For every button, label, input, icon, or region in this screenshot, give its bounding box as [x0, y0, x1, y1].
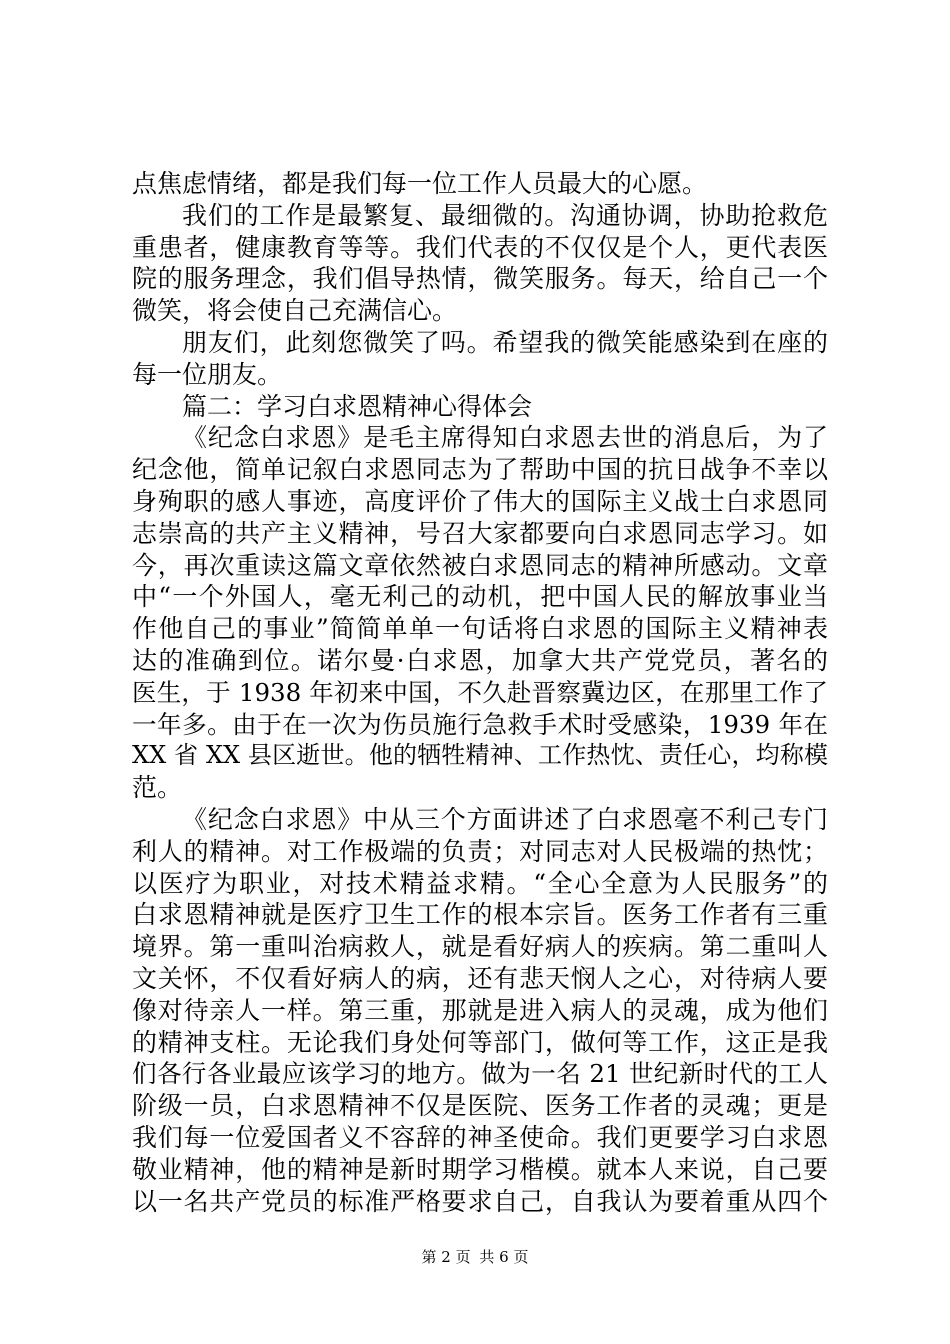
text-line: 院的服务理念，我们倡导热情，微笑服务。每天，给自己一个: [132, 264, 828, 294]
text-line: 每一位朋友。: [132, 359, 283, 389]
text-line: 达的准确到位。诺尔曼·白求恩，加拿大共产党党员，著名的: [132, 645, 828, 675]
text-line: 们各行各业最应该学习的地方。做为一名 21 世纪新时代的工人: [132, 1059, 828, 1089]
text-line: 的精神支柱。无论我们身处何等部门，做何等工作，这正是我: [132, 1027, 828, 1057]
text-line: 医生，于 1938 年初来中国，不久赴晋察冀边区，在那里工作了: [132, 677, 828, 707]
text-line: 境界。第一重叫治病救人，就是看好病人的疾病。第二重叫人: [132, 932, 828, 962]
text-line: 《纪念白求恩》中从三个方面讲述了白求恩毫不利己专门: [182, 804, 828, 834]
text-line: 志崇高的共产主义精神，号召大家都要向白求恩同志学习。如: [132, 518, 828, 548]
text-line: 范。: [132, 773, 183, 803]
text-line: XX 省 XX 县区逝世。他的牺牲精神、工作热忱、责任心，均称模: [132, 741, 828, 770]
text-line: 微笑，将会使自己充满信心。: [132, 296, 458, 326]
document-body: [132, 168, 828, 1217]
text-line: 敬业精神，他的精神是新时期学习楷模。就本人来说，自己要: [132, 1154, 828, 1184]
text-line: 中“一个外国人，毫无利己的动机，把中国人民的解放事业当: [132, 582, 828, 612]
text-line: 阶级一员，白求恩精神不仅是医院、医务工作者的灵魂；更是: [132, 1091, 828, 1121]
text-line: 以医疗为职业，对技术精益求精。“全心全意为人民服务”的: [132, 868, 828, 898]
text-line: 纪念他，简单记叙白求恩同志为了帮助中国的抗日战争不幸以: [132, 455, 828, 485]
text-line: 今，再次重读这篇文章依然被白求恩同志的精神所感动。文章: [132, 550, 828, 580]
text-line: 作他自己的事业”简简单单一句话将白求恩的国际主义精神表: [132, 614, 828, 644]
text-line: 我们的工作是最繁复、最细微的。沟通协调，协助抢救危: [182, 200, 828, 230]
page-total: 共 6 页: [479, 1248, 529, 1266]
text-line: 以一名共产党员的标准严格要求自己，自我认为要着重从四个: [132, 1186, 828, 1216]
text-line: 白求恩精神就是医疗卫生工作的根本宗旨。医务工作者有三重: [132, 900, 828, 930]
page-footer: [0, 1247, 950, 1267]
text-line: 重患者，健康教育等等。我们代表的不仅仅是个人，更代表医: [132, 232, 828, 262]
page-number: 第 2 页: [421, 1248, 471, 1266]
text-line: 文关怀，不仅看好病人的病，还有悲天悯人之心，对待病人要: [132, 963, 828, 993]
text-line: 朋友们，此刻您微笑了吗。希望我的微笑能感染到在座的: [182, 327, 828, 357]
text-line: 一年多。由于在一次为伤员施行急救手术时受感染，1939 年在: [132, 709, 828, 739]
text-line: 我们每一位爱国者义不容辞的神圣使命。我们更要学习白求恩: [132, 1122, 828, 1152]
text-line: 点焦虑情绪，都是我们每一位工作人员最大的心愿。: [132, 169, 708, 198]
text-line: 篇二：学习白求恩精神心得体会: [182, 391, 533, 421]
text-line: 像对待亲人一样。第三重，那就是进入病人的灵魂，成为他们: [132, 995, 828, 1025]
text-line: 利人的精神。对工作极端的负责；对同志对人民极端的热忱；: [132, 836, 828, 866]
text-line: 《纪念白求恩》是毛主席得知白求恩去世的消息后，为了: [182, 423, 828, 453]
text-line: 身殉职的感人事迹，高度评价了伟大的国际主义战士白求恩同: [132, 486, 828, 516]
